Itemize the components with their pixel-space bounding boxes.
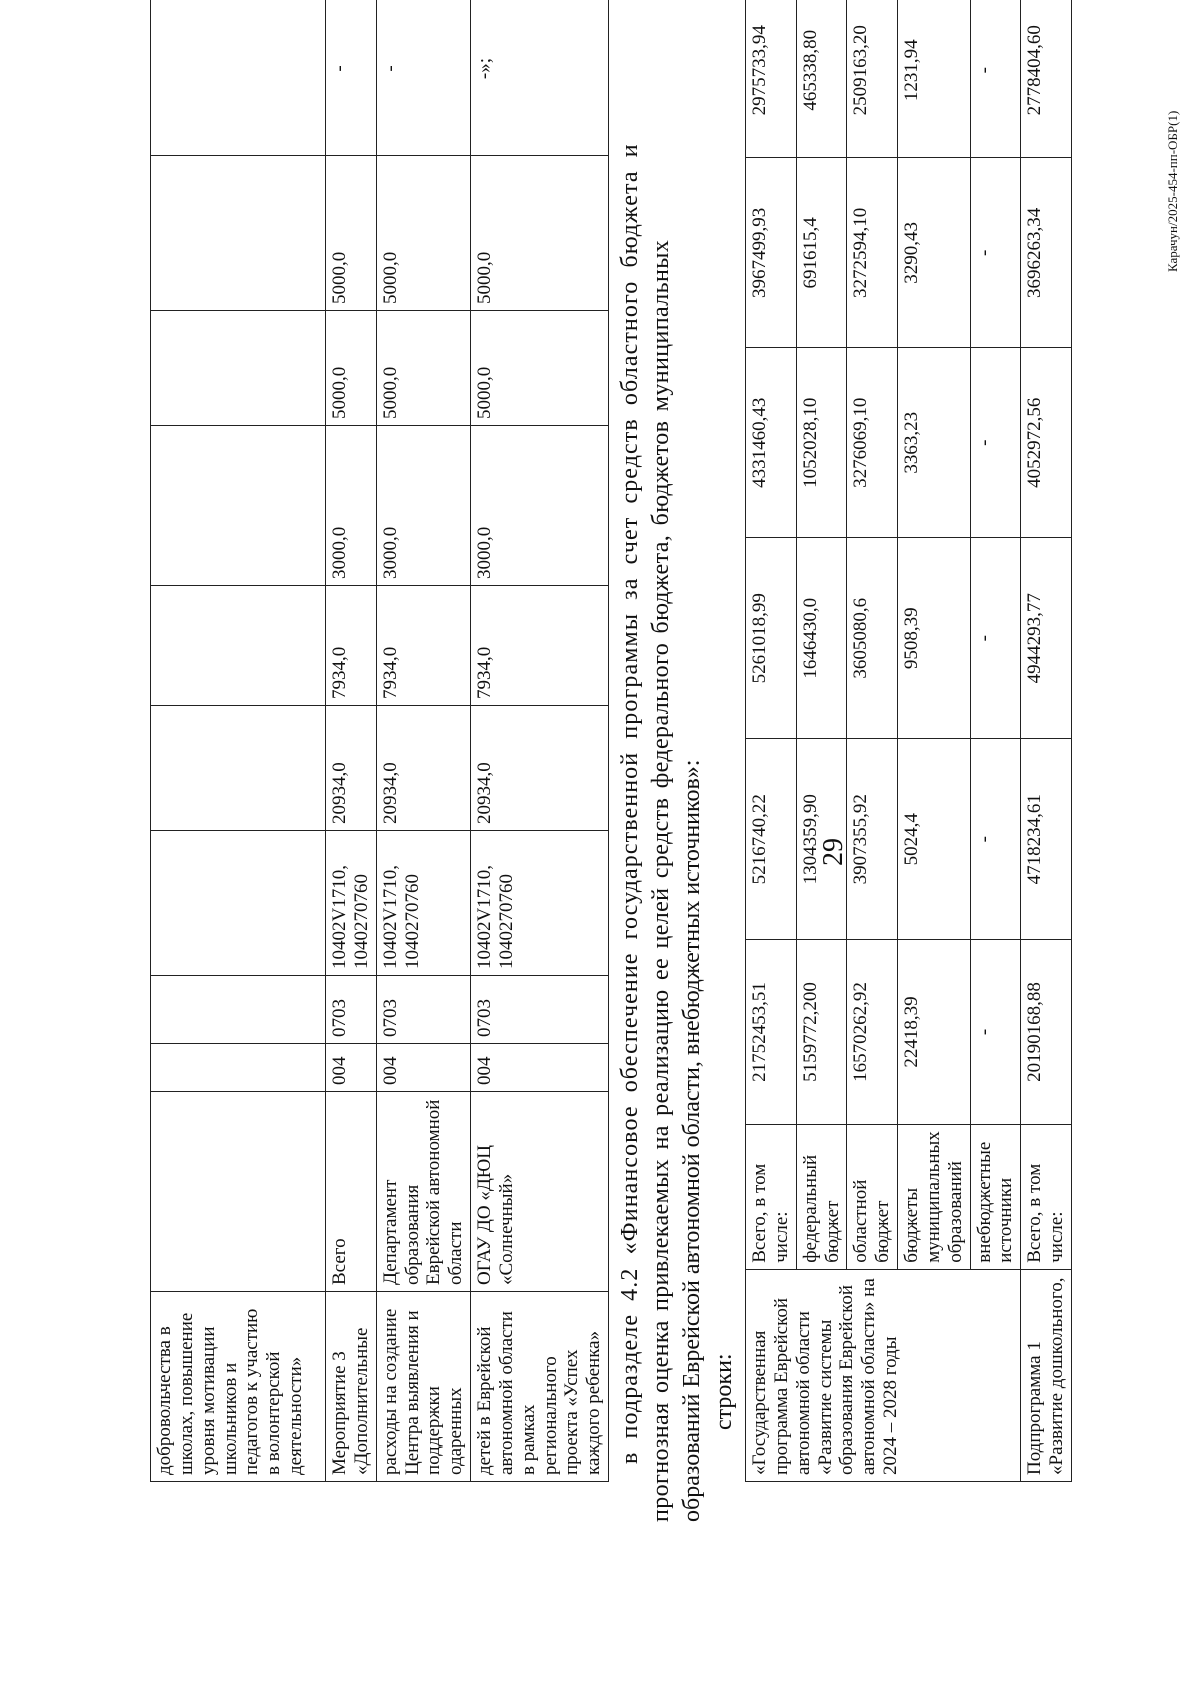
table-cell: 7934,0 — [471, 586, 609, 706]
table-cell: 16570262,92 — [847, 940, 898, 1124]
table-cell: - — [970, 739, 1021, 940]
table-cell: 20934,0 — [376, 706, 470, 831]
table-cell: 3290,43 — [898, 158, 971, 348]
table-cell: 22418,39 — [898, 940, 971, 1124]
table-cell: 1646430,0 — [796, 538, 847, 739]
document-footer-code: Карачун/2025-454-пп-ОБР(1) — [1165, 110, 1180, 272]
row-label: бюджеты муниципальных образований — [898, 1124, 971, 1269]
table-cell: 691615,4 — [796, 158, 847, 348]
table-cell: ОГАУ ДО «ДЮЦ «Солнечный» — [471, 1092, 609, 1292]
table-cell: - — [376, 0, 470, 156]
table-cell: 5000,0 — [376, 311, 470, 426]
table-cell — [151, 156, 326, 311]
row-label: Всего, в том числе: — [1021, 1124, 1072, 1269]
table-cell — [151, 311, 326, 426]
table-cell: 5000,0 — [471, 156, 609, 311]
table-cell: Всего — [326, 1092, 377, 1292]
table-cell — [151, 831, 326, 976]
table-cell: 3000,0 — [376, 426, 470, 586]
table-cell: 3907355,92 — [847, 739, 898, 940]
table-cell: 2975733,94 — [746, 0, 797, 158]
table-cell: 5000,0 — [376, 156, 470, 311]
table-cell: 4052972,56 — [1021, 348, 1072, 538]
table-cell: 10402V1710, 1040270760 — [326, 831, 377, 976]
table-row — [847, 0, 898, 1482]
table-cell — [151, 426, 326, 586]
table-cell: 4718234,61 — [1021, 739, 1072, 940]
table-cell: - — [970, 348, 1021, 538]
table-cell: - — [970, 538, 1021, 739]
table-cell: Мероприятие 3 «Дополнительные — [326, 1292, 377, 1482]
rows-label: строки: — [711, 1353, 737, 1430]
table-cell — [151, 706, 326, 831]
table-cell: 004 — [376, 1044, 470, 1092]
funding-table — [745, 0, 1072, 1482]
table-cell: 20190168,88 — [1021, 940, 1072, 1124]
table-cell: 4944293,77 — [1021, 538, 1072, 739]
table-cell — [151, 1044, 326, 1092]
table-cell: 2778404,60 — [1021, 0, 1072, 158]
table-cell: Департамент образования Еврейской автономной области — [376, 1092, 470, 1292]
table-cell: 21752453,51 — [746, 940, 797, 1124]
table-cell — [151, 1092, 326, 1292]
table-cell: 004 — [471, 1044, 609, 1092]
table-cell: - — [970, 0, 1021, 158]
table-cell: 5000,0 — [471, 311, 609, 426]
table-cell: 10402V1710, 1040270760 — [376, 831, 470, 976]
table-row — [746, 0, 797, 1482]
paragraph-line: образований Еврейской автономной области, внебюджетных источников»: — [679, 759, 705, 1522]
table-cell: 3696263,34 — [1021, 158, 1072, 348]
page-number: 29 — [818, 838, 849, 866]
row-label: Всего, в том числе: — [746, 1124, 797, 1269]
table-cell: 5216740,22 — [746, 739, 797, 940]
table-row — [898, 0, 971, 1482]
table-cell: 3272594,10 — [847, 158, 898, 348]
table-cell: 3605080,6 — [847, 538, 898, 739]
table-cell: 10402V1710, 1040270760 — [471, 831, 609, 976]
table-cell: 20934,0 — [471, 706, 609, 831]
table-cell: добровольчества в школах, повышение уровня мотивации школьников и педагогов к участию в волонтерской деятельности» — [151, 1292, 326, 1482]
table-cell: - — [970, 158, 1021, 348]
table-cell: 3967499,93 — [746, 158, 797, 348]
table-cell: 7934,0 — [376, 586, 470, 706]
row-label: внебюджетные источники — [970, 1124, 1021, 1269]
table-cell: 3276069,10 — [847, 348, 898, 538]
table-cell — [151, 0, 326, 156]
table-cell: 5000,0 — [326, 311, 377, 426]
table-cell: 20934,0 — [326, 706, 377, 831]
table-cell: 3363,23 — [898, 348, 971, 538]
table-cell: 4331460,43 — [746, 348, 797, 538]
table-cell: 0703 — [471, 976, 609, 1044]
subprogram-name-cell: Подпрограмма 1 «Развитие дошкольного, — [1021, 1269, 1072, 1481]
table-cell: 004 — [326, 1044, 377, 1092]
paragraph-line: в подразделе 4.2 «Финансовое обеспечение государственной программы за счет средств областного бюджета и — [617, 143, 643, 1464]
table-cell: 3000,0 — [471, 426, 609, 586]
table-cell: 1231,94 — [898, 0, 971, 158]
table-cell: 465338,80 — [796, 0, 847, 158]
table-cell: детей в Еврейской автономной области в рамках регионального проекта «Успех каждого ребенка» — [471, 1292, 609, 1482]
table-row — [471, 0, 609, 1482]
table-cell: 0703 — [376, 976, 470, 1044]
table-row — [796, 0, 847, 1482]
program-name-cell: «Государственная программа Еврейской автономной области «Развитие системы образования Еврейской автономной области» на 2024 – 2028 годы — [746, 1269, 1021, 1481]
table-cell: 3000,0 — [326, 426, 377, 586]
table-cell: 2509163,20 — [847, 0, 898, 158]
row-label: федеральный бюджет — [796, 1124, 847, 1269]
table-cell: 5159772,200 — [796, 940, 847, 1124]
amendment-paragraph — [615, 0, 715, 1692]
table-row — [970, 0, 1021, 1482]
table-row — [1021, 0, 1072, 1482]
row-label: областной бюджет — [847, 1124, 898, 1269]
table-cell: расходы на создание Центра выявления и поддержки одаренных — [376, 1292, 470, 1482]
table-cell: - — [326, 0, 377, 156]
table-row — [376, 0, 470, 1482]
table-cell: 5261018,99 — [746, 538, 797, 739]
table-row — [326, 0, 377, 1482]
table-cell: - — [970, 940, 1021, 1124]
table-cell — [151, 586, 326, 706]
table-cell: 1052028,10 — [796, 348, 847, 538]
table-cell: 7934,0 — [326, 586, 377, 706]
table-cell: -»; — [471, 0, 609, 156]
table-cell — [151, 976, 326, 1044]
table-cell: 0703 — [326, 976, 377, 1044]
paragraph-line: прогнозная оценка привлекаемых на реализацию ее целей средств федерального бюджета, бюджетов муниципальных — [648, 239, 674, 1522]
table-cell: 5000,0 — [326, 156, 377, 311]
table-cell: 1304359,90 — [796, 739, 847, 940]
activities-table — [150, 0, 609, 1482]
table-cell: 9508,39 — [898, 538, 971, 739]
table-row — [151, 0, 326, 1482]
table-cell: 5024,4 — [898, 739, 971, 940]
